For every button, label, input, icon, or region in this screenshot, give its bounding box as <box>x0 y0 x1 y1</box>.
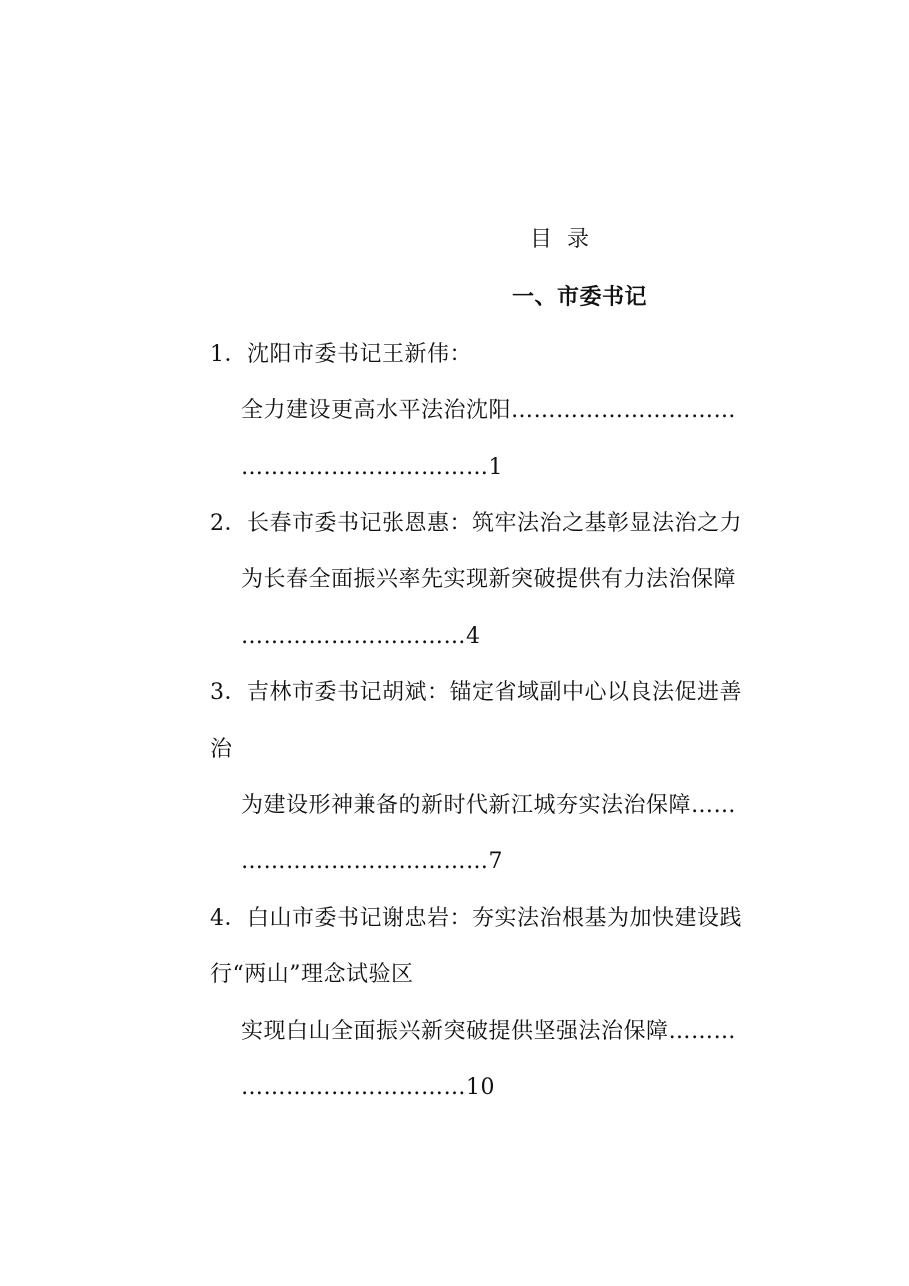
toc-entry-1-heading: 1．沈阳市委书记王新伟： <box>210 342 472 367</box>
toc-entry-3-page: ……………………………7 <box>241 849 503 874</box>
toc-entry-2-page: …………………………4 <box>241 624 481 649</box>
toc-entry-3-title: 为建设形神兼备的新时代新江城夯实法治保障…… <box>241 793 737 818</box>
toc-entry-3-heading: 3．吉林市委书记胡斌：锚定省域副中心以良法促进善 <box>210 680 742 705</box>
toc-entry-4-heading: 4．白山市委书记谢忠岩：夯实法治根基为加快建设践 <box>210 906 742 931</box>
toc-entry-1-page: ……………………………1 <box>241 455 503 480</box>
toc-entry-4-heading-cont: 行“两山”理念试验区 <box>210 962 414 987</box>
toc-entry-2-heading: 2．长春市委书记张恩惠：筑牢法治之基彰显法治之力 <box>210 511 742 536</box>
toc-title: 目 录 <box>530 227 593 252</box>
toc-entry-1-title: 全力建设更高水平法治沈阳………………………… <box>241 398 737 423</box>
toc-entry-2-title: 为长春全面振兴率先实现新突破提供有力法治保障 <box>241 567 737 592</box>
toc-entry-3-heading-cont: 治 <box>210 737 233 762</box>
section-heading: 一、市委书记 <box>512 285 648 310</box>
toc-entry-4-page: …………………………10 <box>241 1075 495 1100</box>
toc-entry-4-title: 实现白山全面振兴新突破提供坚强法治保障……… <box>241 1019 737 1044</box>
